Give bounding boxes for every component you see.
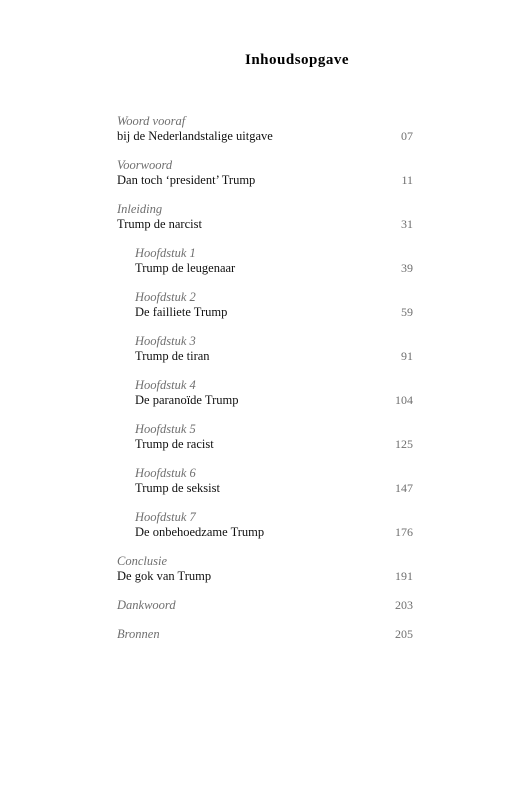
toc-entry-inleiding[interactable] [117, 202, 413, 232]
toc-entry-label: Bronnen [117, 627, 160, 641]
toc-entry-hoofdstuk-7[interactable] [135, 510, 413, 540]
toc-entry-label: Hoofdstuk 6 [135, 466, 196, 480]
toc-entry-title: Trump de seksist [135, 481, 220, 495]
toc-entry-hoofdstuk-5[interactable] [135, 422, 413, 452]
toc-entry-page-number: 104 [395, 393, 413, 407]
toc-entry-title: De failliete Trump [135, 305, 228, 319]
toc-entry-hoofdstuk-2[interactable] [135, 290, 413, 320]
toc-entry-page-number: 203 [395, 598, 413, 612]
toc-entry-page-number: 147 [395, 481, 413, 495]
toc-entry-title: De gok van Trump [117, 569, 212, 583]
toc-entry-bronnen[interactable] [117, 627, 413, 641]
toc-entry-page-number: 176 [395, 525, 413, 539]
toc-entry-title: Trump de racist [135, 437, 214, 451]
toc-entry-hoofdstuk-3[interactable] [135, 334, 413, 364]
toc-entry-hoofdstuk-6[interactable] [135, 466, 413, 496]
toc-entry-title: bij de Nederlandstalige uitgave [117, 129, 273, 143]
toc-entry-woord-vooraf[interactable] [117, 114, 413, 144]
toc-entry-title: Trump de leugenaar [135, 261, 236, 275]
toc-entry-title: Trump de narcist [117, 217, 202, 231]
toc-entry-label: Dankwoord [117, 598, 176, 612]
toc-entry-hoofdstuk-1[interactable] [135, 246, 413, 276]
toc-entry-page-number: 125 [395, 437, 413, 451]
toc-entry-title: Trump de tiran [135, 349, 210, 363]
toc-entry-label: Hoofdstuk 1 [135, 246, 196, 260]
toc-entry-conclusie[interactable] [117, 554, 413, 584]
toc-entry-label: Hoofdstuk 5 [135, 422, 196, 436]
toc-entry-label: Hoofdstuk 7 [135, 510, 196, 524]
toc-entry-label: Woord vooraf [117, 114, 186, 128]
toc-entry-page-number: 191 [395, 569, 413, 583]
toc-entry-page-number: 11 [401, 173, 413, 187]
toc-entry-label: Conclusie [117, 554, 167, 568]
toc-entry-title: De paranoïde Trump [135, 393, 239, 407]
toc-entry-page-number: 07 [401, 129, 413, 143]
toc-entry-title: De onbehoedzame Trump [135, 525, 265, 539]
toc-entry-dankwoord[interactable] [117, 598, 413, 612]
toc-entry-hoofdstuk-4[interactable] [135, 378, 413, 408]
toc-entry-page-number: 39 [401, 261, 413, 275]
toc-entry-label: Hoofdstuk 4 [135, 378, 196, 392]
toc-entry-title: Dan toch ‘president’ Trump [117, 173, 256, 187]
toc-entry-label: Hoofdstuk 2 [135, 290, 196, 304]
toc-entry-label: Hoofdstuk 3 [135, 334, 196, 348]
toc-entry-label: Voorwoord [117, 158, 173, 172]
toc-entry-page-number: 91 [401, 349, 413, 363]
toc-entry-page-number: 205 [395, 627, 413, 641]
toc-entry-page-number: 59 [401, 305, 413, 319]
toc-entry-voorwoord[interactable] [117, 158, 413, 188]
page-title: Inhoudsopgave [245, 52, 350, 68]
toc-entry-label: Inleiding [117, 202, 163, 216]
toc-entry-page-number: 31 [401, 217, 413, 231]
